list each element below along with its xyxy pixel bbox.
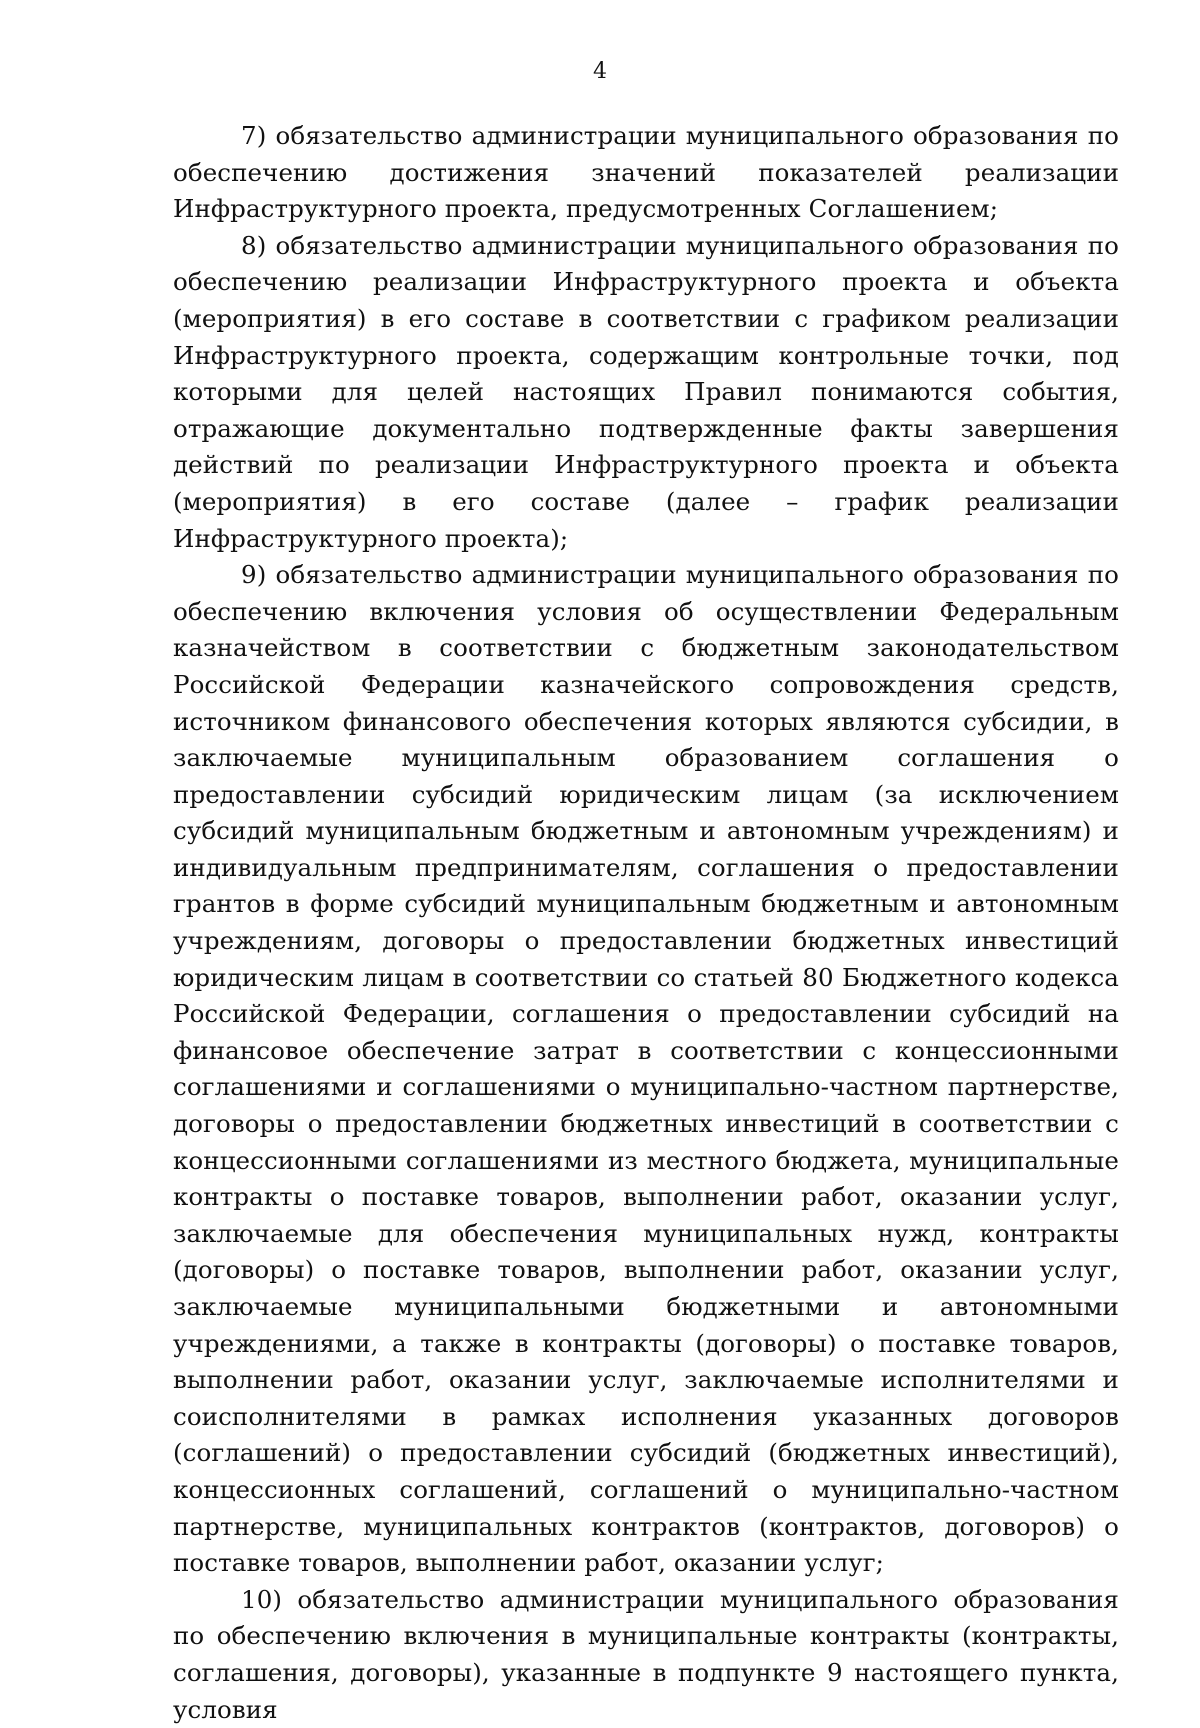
page-number: 4: [593, 59, 607, 84]
paragraph-item-10: 10) обязательство администрации муниципального образования по обеспечению включения в муниципальные контракты (контракты, соглашения, договоры), указанные в подпункте 9 настоящего пункта, условия: [173, 1584, 1119, 1724]
paragraph-item-9: 9) обязательство администрации муниципального образования по обеспечению включения условия об осуществлении Федеральным казначейством в соответствии с бюджетным законодательством Российской Федерации казначейского сопровождения средств, источником финансового обеспечения которых являются субсидии, в заключаемые муниципальным образованием соглашения о предоставлении субсидий юридическим лицам (за исключением субсидий муниципальным бюджетным и автономным учреждениям) и индивидуальным предпринимателям, соглашения о предоставлении грантов в форме субсидий муниципальным бюджетным и автономным учреждениям, договоры о предоставлении бюджетных инвестиций юридическим лицам в соответствии со статьей 80 Бюджетного кодекса Российской Федерации, соглашения о предоставлении субсидий на финансовое обеспечение затрат в соответствии с концессионными соглашениями и соглашениями о муниципально-частном партнерстве, договоры о предоставлении бюджетных инвестиций в соответствии с концессионными соглашениями из местного бюджета, муниципальные контракты о поставке товаров, выполнении работ, оказании услуг, заключаемые для обеспечения муниципальных нужд, контракты (договоры) о поставке товаров, выполнении работ, оказании услуг, заключаемые муниципальными бюджетными и автономными учреждениями, а также в контракты (договоры) о поставке товаров, выполнении работ, оказании услуг, заключаемые исполнителями и соисполнителями в рамках исполнения указанных договоров (соглашений) о предоставлении субсидий (бюджетных инвестиций), концессионных соглашений, соглашений о муниципально-частном партнерстве, муниципальных контрактов (контрактов, договоров) о поставке товаров, выполнении работ, оказании услуг;: [173, 560, 1119, 1578]
document-body: [173, 118, 1119, 1728]
paragraph-item-7: 7) обязательство администрации муниципального образования по обеспечению достижения значений показателей реализации Инфраструктурного проекта, предусмотренных Соглашением;: [173, 121, 1119, 224]
paragraph-item-8: 8) обязательство администрации муниципального образования по обеспечению реализации Инфраструктурного проекта и объекта (мероприятия) в его составе в соответствии с графиком реализации Инфраструктурного проекта, содержащим контрольные точки, под которыми для целей настоящих Правил понимаются события, отражающие документально подтвержденные факты завершения действий по реализации Инфраструктурного проекта и объекта (мероприятия) в его составе (далее – график реализации Инфраструктурного проекта);: [173, 230, 1119, 553]
